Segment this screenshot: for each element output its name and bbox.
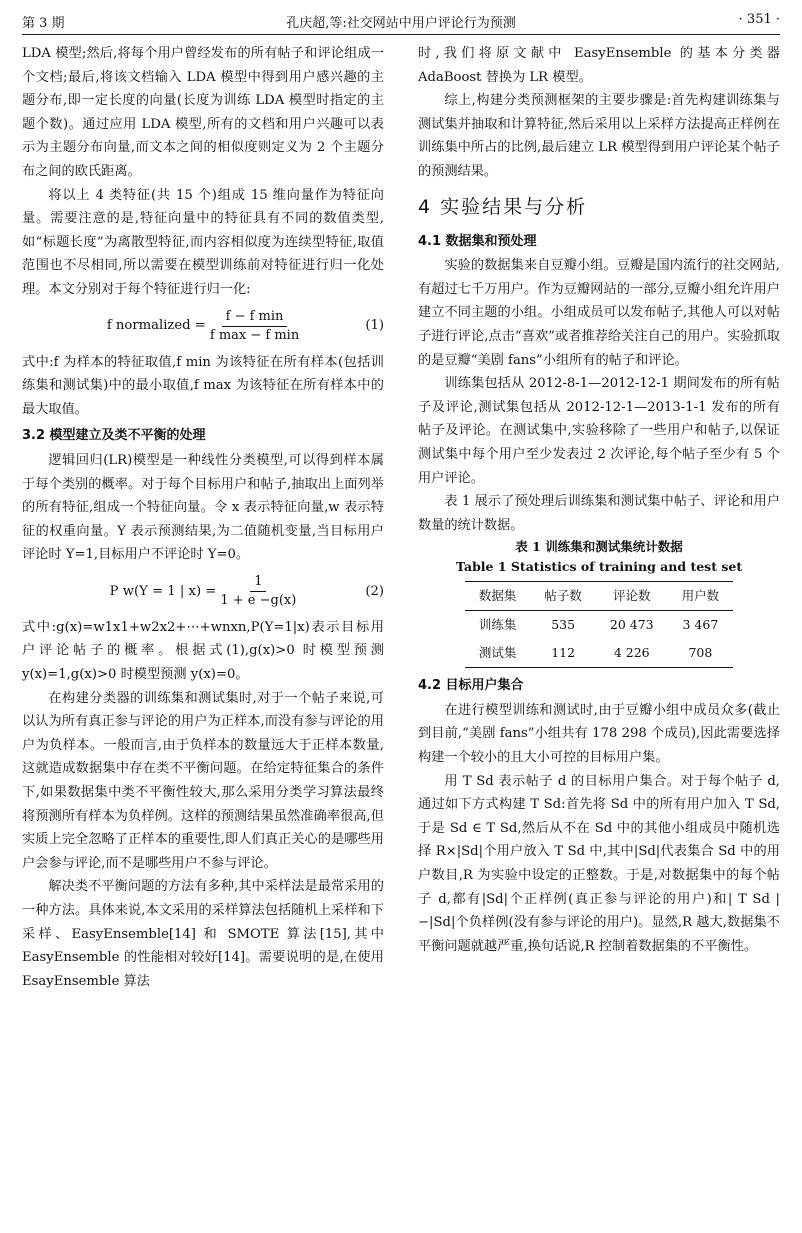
section-heading: 4.2 目标用户集合 <box>418 678 524 694</box>
paragraph: 用 T Sd 表示帖子 d 的目标用户集合。对于每个帖子 d,通过如下方式构建 T Sd:首先将 Sd 中的所有用户加入 T Sd,于是 Sd ∈ T Sd,然后从不在 Sd 中的其他小组成员中随机选择 R×|Sd|个用户放入 T Sd 中,其中|Sd|代表集合 Sd 中的用户数目,R 为实验中设定的正整数。于是,对数据集中的每个帖子 d,都有|Sd|个正样例(真正参与评论的用户)和| T Sd |−|Sd|个负样例(没有参与评论的用户)。显然,R 越大,数据集不平衡问题就越严重,换句话说,R 控制着数据集的不平衡性。 <box>418 773 780 954</box>
running-title: 孔庆超,等:社交网站中用户评论行为预测 <box>286 16 516 31</box>
section-heading: 4.1 数据集和预处理 <box>418 233 537 249</box>
paragraph: 时,我们将原文献中 EasyEnsemble 的基本分类器 AdaBoost 替换为 LR 模型。 <box>418 46 780 85</box>
equation-lhs: P w(Y = 1 | x) = <box>109 583 217 599</box>
paragraph: 在构建分类器的训练集和测试集时,对于一个帖子来说,可以认为所有真正参与评论的用户为正样本,而没有参与评论的用户为负样本。一般而言,由于负样本的数量远大于正样本数量,这就造成数据集中存在类不平衡问题。在给定特征集合的条件下,如果数据集中类不平衡性较大,那么采用分类学习算法最终将预测所有样本为负样例。这样的预测结果虽然准确率很高,但实质上完全忽略了正样本的重要性,即人们真正关心的是哪些用户会参与评论,而不是哪些用户不参与评论。 <box>22 690 384 871</box>
paragraph: 实验的数据集来自豆瓣小组。豆瓣是国内流行的社交网站,有超过七千万用户。作为豆瓣网站的一部分,豆瓣小组允许用户建立不同主题的小组。小组成员可以发布帖子,其他人可以对帖子进行评论,点击“喜欢”或者推荐给关注自己的用户。实验抓取的是豆瓣“美剧 fans”小组所有的帖子和评论。 <box>418 258 780 368</box>
right-column <box>418 42 780 958</box>
equation-number: (1) <box>365 318 384 334</box>
chapter-heading: 4 实验结果与分析 <box>418 195 588 218</box>
numerator: 1 <box>250 573 266 592</box>
paragraph: 训练集包括从 2012-8-1—2012-12-1 期间发布的所有帖子及评论,测试集包括从 2012-12-1—2013-1-1 发布的所有帖子及评论。在测试集中,实验移除了一些用户和帖子,以保证测试集中每个用户至少发表过 2 次评论,每个帖子至少有 5 个用户评论。 <box>418 376 780 486</box>
equation-number: (2) <box>365 583 384 599</box>
paragraph: 解决类不平衡问题的方法有多种,其中采样法是最常采用的一种方法。具体来说,本文采用的采样算法包括随机上采样和下采样、EasyEnsemble[14] 和 SMOTE 算法[15],其中 EasyEnsemble 的性能相对较好[14]。需要说明的是,在使用 EsayEnsemble 算法 <box>22 879 384 989</box>
paragraph: 综上,构建分类预测框架的主要步骤是:首先构建训练集与测试集并抽取和计算特征,然后采用以上采样方法提高正样例在训练集中所占的比例,最后建立 LR 模型得到用户评论某个帖子的预测结果。 <box>418 93 780 179</box>
denominator: f max − f min <box>209 327 300 343</box>
table-cell: 测试集 <box>465 639 531 668</box>
column-header: 评论数 <box>596 582 668 611</box>
paragraph: 逻辑回归(LR)模型是一种线性分类模型,可以得到样本属于每个类别的概率。对于每个目标用户和帖子,抽取出上面列举的所有特征,组成一个特征向量。令 x 表示特征向量,w 表示特征的权重向量。Y 表示预测结果,为二值随机变量,当目标用户评论时 Y=1,目标用户不评论时 Y=0。 <box>22 452 384 563</box>
column-header: 数据集 <box>465 582 531 611</box>
denominator: 1 + e −g(x) <box>220 592 297 608</box>
equation-lhs: f normalized = <box>106 318 206 334</box>
equation-fraction <box>210 308 299 345</box>
table-cell: 535 <box>551 617 576 633</box>
table-cell: 112 <box>530 639 596 668</box>
equation-fraction <box>220 573 296 610</box>
table-row <box>465 611 733 640</box>
table-caption-cn: 表 1 训练集和测试集统计数据 <box>515 539 683 555</box>
column-header: 帖子数 <box>530 582 596 611</box>
column-header: 用户数 <box>668 582 734 611</box>
paragraph: LDA 模型;然后,将每个用户曾经发布的所有帖子和评论组成一个文档;最后,将该文档输入 LDA 模型中得到用户感兴趣的主题分布,即一定长度的向量(长度为训练 LDA 模型时指定的主题个数)。通过应用 LDA 模型,所有的文档和用户兴趣可以表示为主题分布向量,而文本之间的相似度则定义为 2 个主题分布之间的欧氏距离。 <box>22 46 384 179</box>
paragraph: 式中:f 为样本的特征取值,f min 为该特征在所有样本(包括训练集和测试集)中的最小取值,f max 为该特征在所有样本中的最大取值。 <box>22 354 384 417</box>
equation-2 <box>22 573 384 610</box>
table-row <box>465 639 733 668</box>
table-header-row <box>465 582 733 611</box>
paragraph: 将以上 4 类特征(共 15 个)组成 15 维向量作为特征向量。需要注意的是,特征向量中的特征具有不同的数值类型,如“标题长度”为离散型特征,而内容相似度为连续型特征,取值范围也不尽相同,所以需要在模型训练前对特征进行归一化处理。本文分别对于每个特征进行归一化: <box>22 187 384 297</box>
table-cell: 4 226 <box>596 639 668 668</box>
table-cell: 20 473 <box>609 617 654 633</box>
numerator: f − f min <box>222 308 288 327</box>
table-cell: 3 467 <box>682 617 719 633</box>
left-column <box>22 42 384 993</box>
page-number: · 351 · <box>738 12 780 27</box>
paragraph: 表 1 展示了预处理后训练集和测试集中帖子、评论和用户数量的统计数据。 <box>418 494 780 533</box>
issue-number: 第 3 期 <box>22 16 65 31</box>
paragraph: 式中:g(x)=w1x1+w2x2+⋯+wnxn,P(Y=1|x)表示目标用户评论帖子的概率。根据式(1),g(x)>0 时模型预测 y(x)=1,g(x)>0 时模型预测 y(x)=0。 <box>22 619 384 683</box>
paragraph: 在进行模型训练和测试时,由于豆瓣小组中成员众多(截止到目前,“美剧 fans”小组共有 178 298 个成员),因此需要选择构建一个较小的且大小可控的目标用户集。 <box>418 702 780 766</box>
table-cell: 708 <box>668 639 734 668</box>
equation-1 <box>22 308 384 345</box>
running-header <box>22 10 780 34</box>
table-caption-en: Table 1 Statistics of training and test set <box>455 559 743 575</box>
section-heading: 3.2 模型建立及类不平衡的处理 <box>22 428 206 444</box>
header-rule <box>22 34 780 35</box>
statistics-table <box>465 581 733 668</box>
table-cell: 训练集 <box>478 617 517 633</box>
